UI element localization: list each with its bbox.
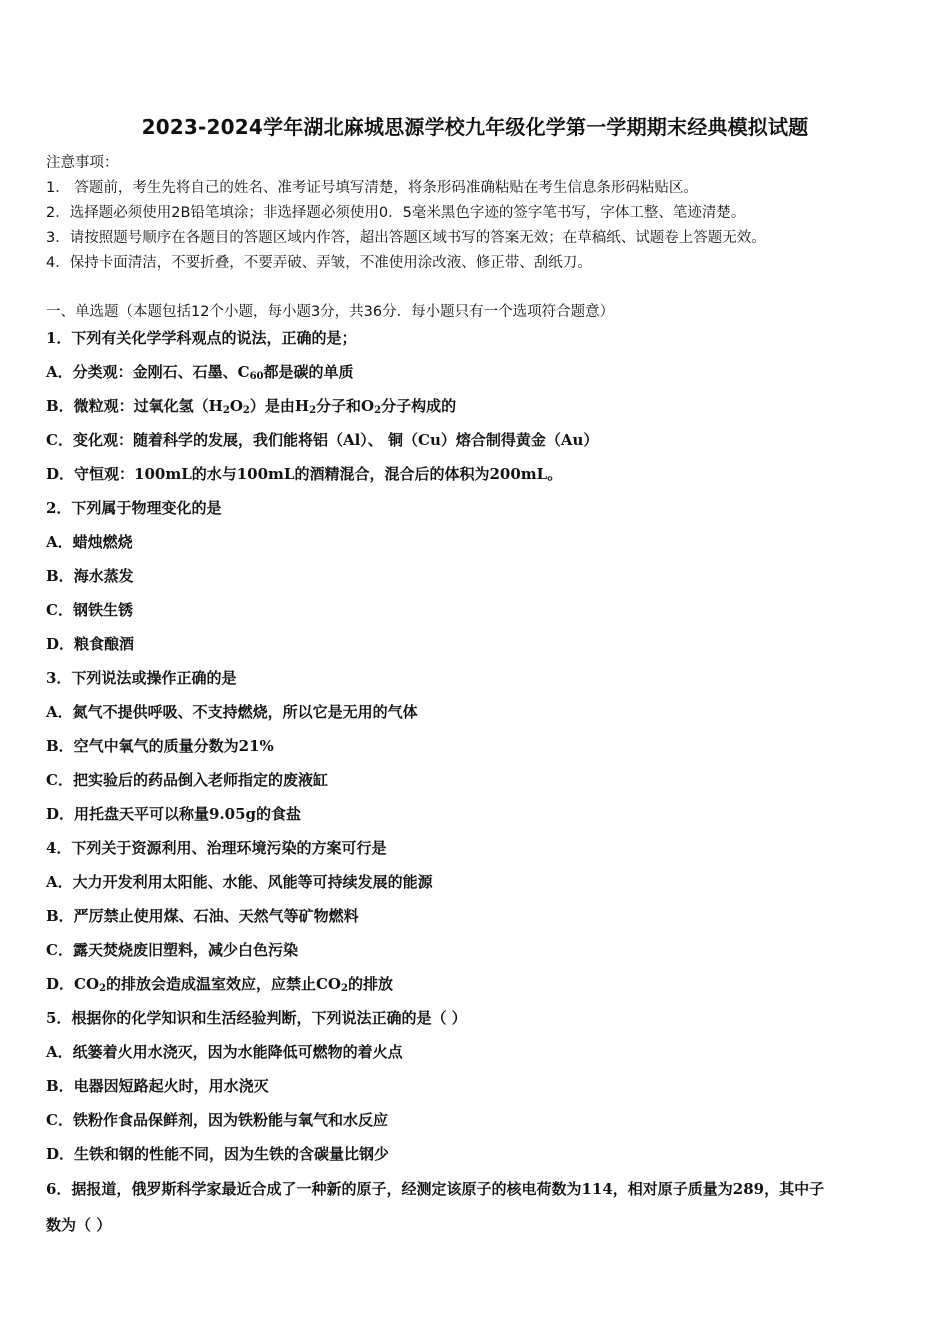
q5-option-d: D．生铁和钢的性能不同，因为生铁的含碳量比钢少 [46,1145,390,1163]
q2-option-a: A．蜡烛燃烧 [46,533,133,551]
q1-option-d: D．守恒观：100mL的水与100mL的酒精混合，混合后的体积为200mL。 [46,465,563,483]
q2-option-c: C．钢铁生锈 [46,601,133,619]
q3-option-d: D．用托盘天平可以称量9.05g的食盐 [46,805,302,823]
notice-item-1: 1． 答题前，考生先将自己的姓名、准考证号填写清楚，将条形码准确粘贴在考生信息条形码粘贴区。 [46,180,698,196]
notice-heading: 注意事项： [46,155,119,171]
q1-option-c: C．变化观：随着科学的发展，我们能将铝（Al）、 铜（Cu）熔合制得黄金（Au） [46,431,599,449]
q3-option-c: C．把实验后的药品倒入老师指定的废液缸 [46,771,328,789]
q6-stem-line-2: 数为（ ） [46,1216,112,1234]
q5-option-a: A．纸篓着火用水浇灭，因为水能降低可燃物的着火点 [46,1043,403,1061]
q6-stem-line-1: 6．据报道，俄罗斯科学家最近合成了一种新的原子，经测定该原子的核电荷数为114，相对原子质量为289，其中子 [46,1180,825,1198]
q2-option-d: D．粮食酿酒 [46,635,135,653]
q2-stem: 2．下列属于物理变化的是 [46,499,222,517]
q2-option-b: B．海水蒸发 [46,567,134,585]
q5-option-b: B．电器因短路起火时，用水浇灭 [46,1077,269,1095]
q1-option-b: B．微粒观：过氧化氢$(H_2O_2)$是由$H_2$分子和$O_2$分子构成的 [46,397,457,416]
notice-item-3: 3．请按照题号顺序在各题目的答题区域内作答，超出答题区域书写的答案无效；在草稿纸、试题卷上答题无效。 [46,230,766,246]
q5-stem: 5．根据你的化学知识和生活经验判断，下列说法正确的是（ ） [46,1009,467,1027]
q1-option-a: A．分类观：金刚石、石墨、$C_{60}$都是碳的单质 [46,363,354,382]
notice-item-2: 2．选择题必须使用2B铅笔填涂；非选择题必须使用0．5毫米黑色字迹的签字笔书写，字体工整、笔迹清楚。 [46,205,746,221]
page-title: 2023-2024学年湖北麻城思源学校九年级化学第一学期期末经典模拟试题 [141,115,809,139]
q4-option-a: A．大力开发利用太阳能、水能、风能等可持续发展的能源 [46,873,433,891]
q4-option-c: C．露天焚烧废旧塑料，减少白色污染 [46,941,298,959]
notice-item-4: 4．保持卡面清洁，不要折叠，不要弄破、弄皱，不准使用涂改液、修正带、刮纸刀。 [46,255,592,271]
q5-option-c: C．铁粉作食品保鲜剂，因为铁粉能与氧气和水反应 [46,1111,388,1129]
q1-stem: 1．下列有关化学学科观点的说法，正确的是； [46,329,357,347]
q3-stem: 3．下列说法或操作正确的是 [46,669,237,687]
q4-stem: 4．下列关于资源利用、治理环境污染的方案可行是 [46,839,387,857]
q3-option-a: A．氮气不提供呼吸、不支持燃烧，所以它是无用的气体 [46,703,418,721]
section-heading: 一、单选题（本题包括12个小题，每小题3分，共36分．每小题只有一个选项符合题意） [46,304,615,320]
q4-option-b: B．严厉禁止使用煤、石油、天然气等矿物燃料 [46,907,359,925]
q3-option-b: B．空气中氧气的质量分数为21% [46,737,274,755]
q4-option-d: D．$CO_2$的排放会造成温室效应，应禁止$CO_2$的排放 [46,975,393,994]
